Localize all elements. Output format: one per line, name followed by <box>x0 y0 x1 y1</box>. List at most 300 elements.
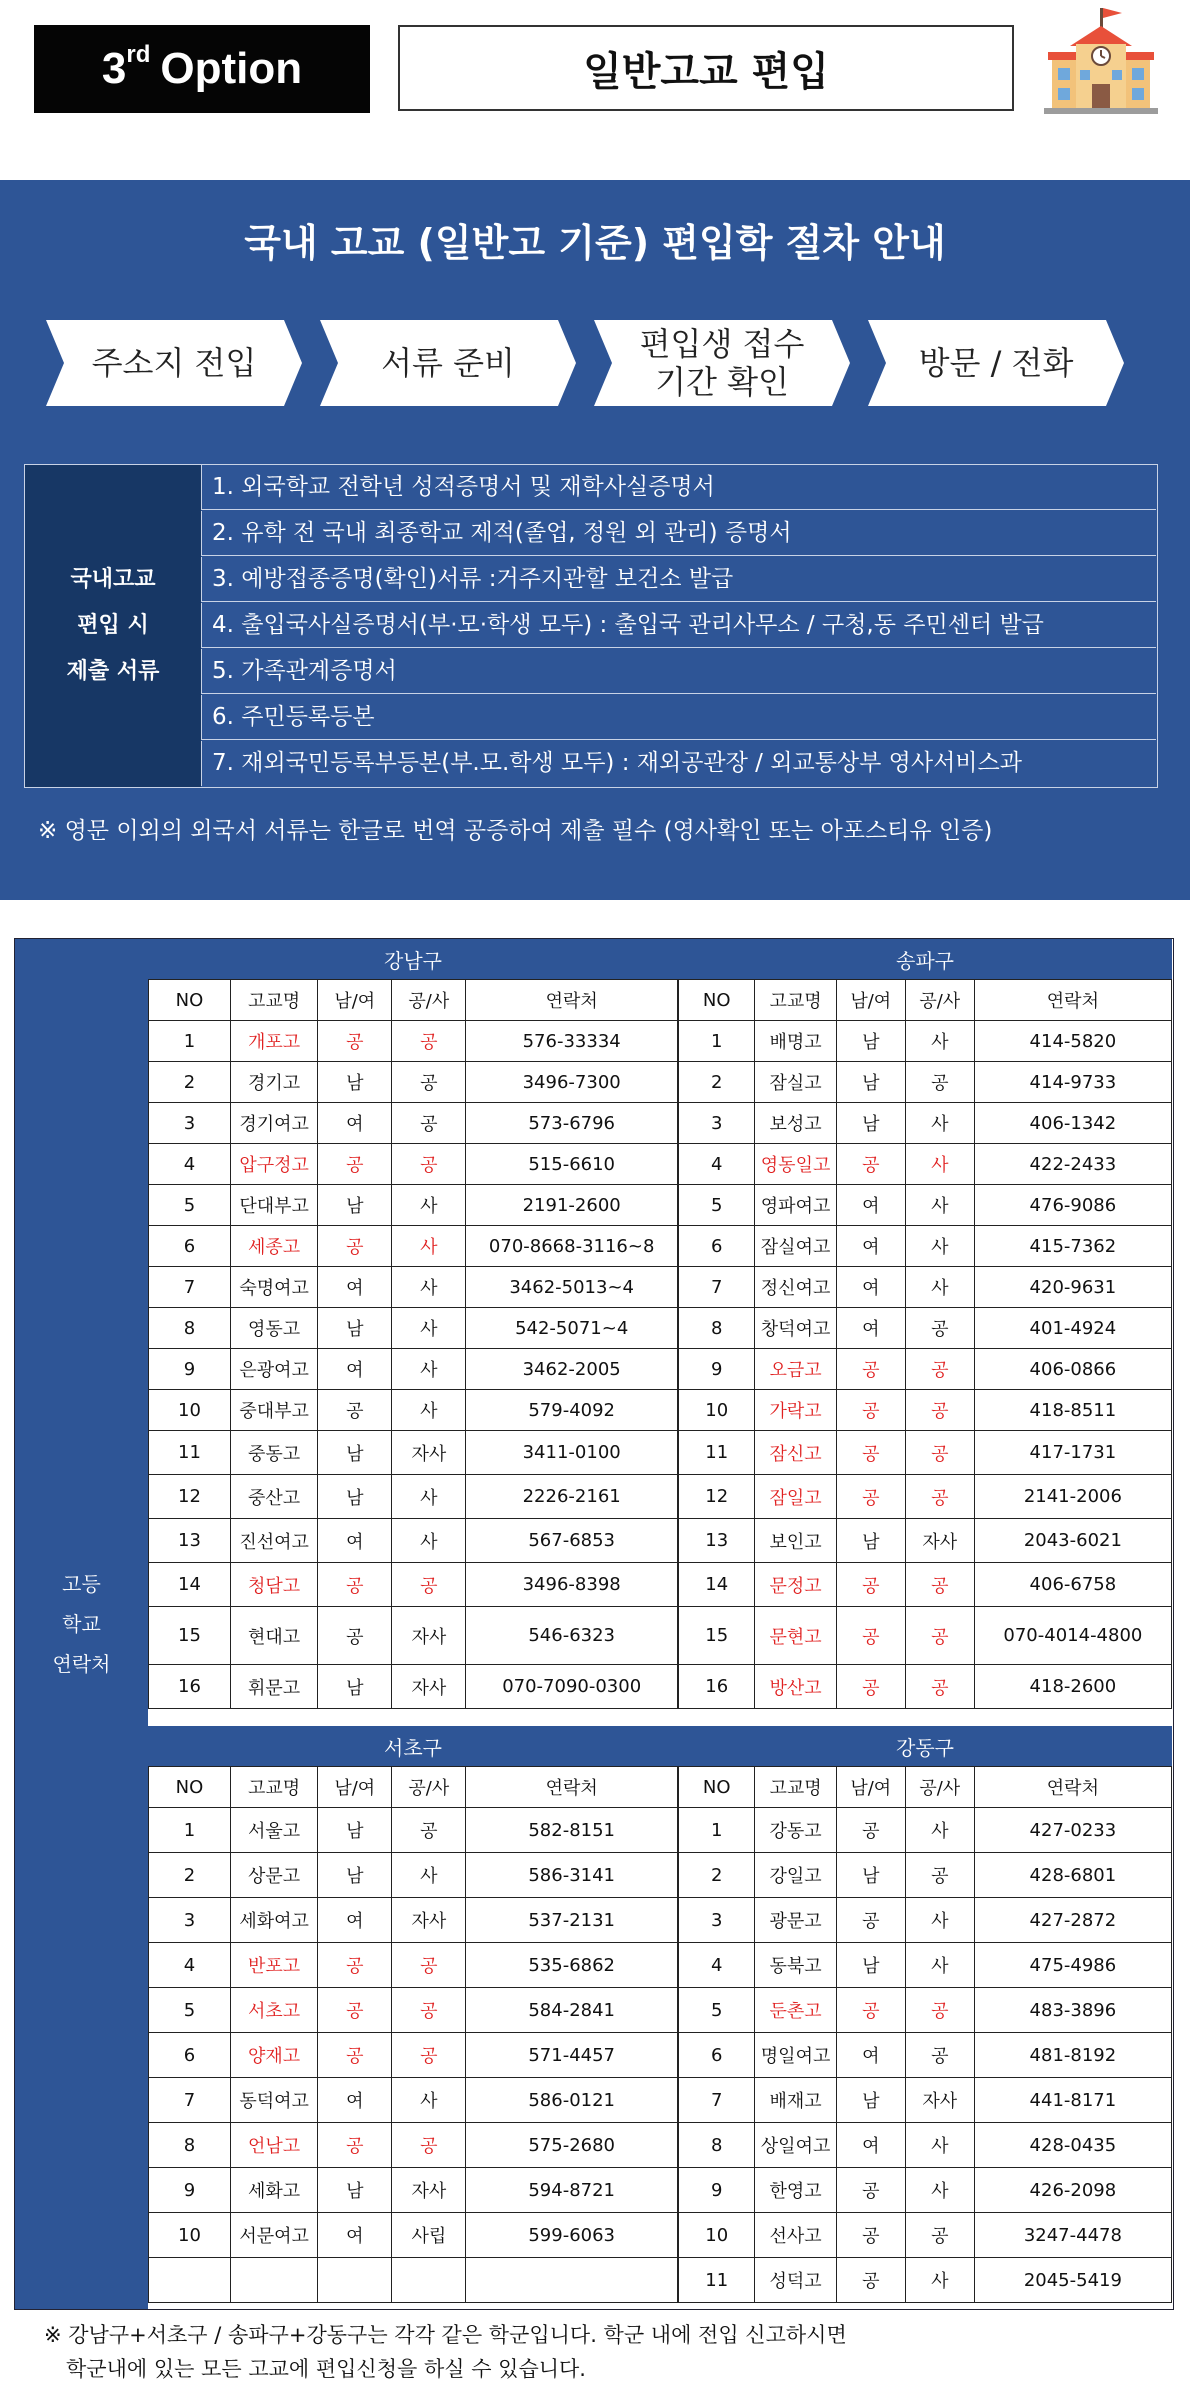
cell-no: 8 <box>149 1308 231 1349</box>
table-row <box>149 1103 678 1144</box>
cell-gender: 공 <box>318 1943 392 1988</box>
cell-phone: 3462-5013~4 <box>466 1267 678 1308</box>
cell-no: 10 <box>679 2213 755 2258</box>
cell-phone: 2045-5419 <box>974 2258 1171 2303</box>
cell-school-name: 강동고 <box>755 1808 836 1853</box>
cell-public-private: 공 <box>392 1021 466 1062</box>
cell-phone: 594-8721 <box>466 2168 678 2213</box>
cell-public-private: 사 <box>392 1475 466 1519</box>
cell-gender: 여 <box>836 1226 905 1267</box>
cell-gender: 여 <box>318 1103 392 1144</box>
cell-no: 11 <box>149 1431 231 1475</box>
cell-school-name: 중산고 <box>230 1475 317 1519</box>
col-school-name: 고교명 <box>230 1767 317 1808</box>
table-row <box>149 2213 678 2258</box>
step-visit-call <box>868 320 1124 406</box>
cell-public-private: 공 <box>905 1431 974 1475</box>
step-check-period <box>594 320 850 406</box>
step-label: 주소지 전입 <box>91 344 257 382</box>
col-public-private: 공/사 <box>905 980 974 1021</box>
cell-no <box>149 2258 231 2303</box>
cell-gender: 공 <box>836 2213 905 2258</box>
cell-phone: 576-33334 <box>466 1021 678 1062</box>
cell-school-name: 영동일고 <box>755 1144 836 1185</box>
col-no: NO <box>149 980 231 1021</box>
cell-gender: 공 <box>836 1607 905 1665</box>
table-row <box>679 1390 1172 1431</box>
table-row <box>679 1898 1172 1943</box>
table-row <box>679 1853 1172 1898</box>
document-item: 4. 출입국사실증명서(부·모·학생 모두) : 출입국 관리사무소 / 구청,동 주민센터 발급 <box>201 603 1156 648</box>
district-name: 송파구 <box>678 939 1172 979</box>
cell-school-name: 현대고 <box>230 1607 317 1665</box>
table-row <box>679 1062 1172 1103</box>
cell-school-name: 창덕여고 <box>755 1308 836 1349</box>
cell-public-private: 공 <box>392 1103 466 1144</box>
cell-gender: 공 <box>836 1988 905 2033</box>
table-row <box>679 2168 1172 2213</box>
cell-phone: 3247-4478 <box>974 2213 1171 2258</box>
col-gender: 남/여 <box>318 980 392 1021</box>
cell-gender: 남 <box>318 2168 392 2213</box>
documents-label <box>25 465 201 787</box>
cell-public-private: 자사 <box>392 1898 466 1943</box>
cell-phone: 070-7090-0300 <box>466 1665 678 1709</box>
cell-school-name: 선사고 <box>755 2213 836 2258</box>
col-school-name: 고교명 <box>230 980 317 1021</box>
cell-phone: 535-6862 <box>466 1943 678 1988</box>
cell-school-name: 둔촌고 <box>755 1988 836 2033</box>
table-row <box>149 1390 678 1431</box>
table-header-row <box>679 980 1172 1021</box>
cell-phone: 546-6323 <box>466 1607 678 1665</box>
documents-label-line: 국내고교 <box>70 567 156 592</box>
cell-phone: 475-4986 <box>974 1943 1171 1988</box>
cell-public-private: 사 <box>392 1853 466 1898</box>
cell-gender: 여 <box>836 2123 905 2168</box>
cell-no: 2 <box>679 1062 755 1103</box>
district-name: 서초구 <box>148 1726 678 1766</box>
cell-phone: 428-0435 <box>974 2123 1171 2168</box>
cell-phone: 070-4014-4800 <box>974 1607 1171 1665</box>
cell-public-private: 자사 <box>392 1607 466 1665</box>
cell-no: 4 <box>149 1943 231 1988</box>
cell-school-name: 중대부고 <box>230 1390 317 1431</box>
cell-public-private: 자사 <box>392 1431 466 1475</box>
cell-public-private: 공 <box>905 2033 974 2078</box>
cell-public-private: 공 <box>905 1853 974 1898</box>
district-name: 강남구 <box>148 939 678 979</box>
cell-no: 3 <box>679 1898 755 1943</box>
footnote-line: ※ 강남구+서초구 / 송파구+강동구는 각각 같은 학군입니다. 학군 내에 전입 신고하시면 <box>44 2323 847 2347</box>
school-contacts-table <box>14 938 1174 2310</box>
school-building-icon <box>1040 4 1162 116</box>
cell-phone: 481-8192 <box>974 2033 1171 2078</box>
cell-no: 5 <box>149 1185 231 1226</box>
cell-phone: 3462-2005 <box>466 1349 678 1390</box>
cell-no: 2 <box>149 1062 231 1103</box>
cell-school-name: 서초고 <box>230 1988 317 2033</box>
cell-public-private: 공 <box>905 1665 974 1709</box>
cell-gender: 공 <box>318 1390 392 1431</box>
cell-phone: 483-3896 <box>974 1988 1171 2033</box>
cell-gender: 여 <box>318 1898 392 1943</box>
cell-public-private: 사 <box>392 1519 466 1563</box>
cell-gender: 남 <box>836 1519 905 1563</box>
cell-public-private: 공 <box>392 1943 466 1988</box>
cell-no: 11 <box>679 1431 755 1475</box>
table-row <box>149 1349 678 1390</box>
cell-phone: 422-2433 <box>974 1144 1171 1185</box>
cell-phone: 414-9733 <box>974 1062 1171 1103</box>
cell-gender: 남 <box>318 1308 392 1349</box>
cell-school-name: 보성고 <box>755 1103 836 1144</box>
table-row <box>149 1943 678 1988</box>
cell-gender: 여 <box>836 2033 905 2078</box>
cell-gender: 공 <box>836 1431 905 1475</box>
cell-public-private: 사 <box>392 2078 466 2123</box>
cell-school-name: 경기여고 <box>230 1103 317 1144</box>
cell-public-private: 사 <box>905 1021 974 1062</box>
table-row <box>149 1308 678 1349</box>
cell-no: 9 <box>679 1349 755 1390</box>
cell-gender: 여 <box>318 2078 392 2123</box>
cell-public-private: 공 <box>905 1062 974 1103</box>
table-row <box>679 1308 1172 1349</box>
cell-public-private: 공 <box>905 1475 974 1519</box>
cell-no: 6 <box>679 1226 755 1267</box>
col-no: NO <box>679 1767 755 1808</box>
cell-public-private: 사 <box>392 1390 466 1431</box>
cell-public-private: 자사 <box>905 1519 974 1563</box>
cell-school-name <box>230 2258 317 2303</box>
cell-school-name: 영파여고 <box>755 1185 836 1226</box>
side-label-line: 학교 <box>62 1612 101 1636</box>
table-row <box>679 1103 1172 1144</box>
document-item: 6. 주민등록등본 <box>201 695 1156 740</box>
cell-school-name: 가락고 <box>755 1390 836 1431</box>
col-gender: 남/여 <box>836 1767 905 1808</box>
cell-no: 14 <box>149 1563 231 1607</box>
documents-table <box>24 464 1158 788</box>
cell-school-name: 압구정고 <box>230 1144 317 1185</box>
option-label: Option <box>160 44 303 93</box>
cell-gender: 남 <box>318 1185 392 1226</box>
documents-label-line: 제출 서류 <box>66 659 160 684</box>
cell-public-private: 공 <box>905 2213 974 2258</box>
table-row <box>149 1607 678 1665</box>
cell-public-private: 사 <box>905 1267 974 1308</box>
cell-gender: 공 <box>836 1390 905 1431</box>
cell-gender: 남 <box>318 1808 392 1853</box>
cell-school-name: 보인고 <box>755 1519 836 1563</box>
table-row <box>149 2258 678 2303</box>
cell-phone: 441-8171 <box>974 2078 1171 2123</box>
table-row <box>149 1563 678 1607</box>
cell-gender: 여 <box>318 1267 392 1308</box>
cell-gender: 공 <box>318 1144 392 1185</box>
cell-phone: 2043-6021 <box>974 1519 1171 1563</box>
translation-note: ※ 영문 이외의 외국서 서류는 한글로 번역 공증하여 제출 필수 (영사확인 또는 아포스티유 인증) <box>38 818 993 844</box>
cell-no: 9 <box>149 2168 231 2213</box>
table-row <box>149 1988 678 2033</box>
cell-public-private: 사 <box>905 2258 974 2303</box>
cell-school-name: 중동고 <box>230 1431 317 1475</box>
cell-no: 14 <box>679 1563 755 1607</box>
table-row <box>679 1607 1172 1665</box>
cell-public-private: 사 <box>905 1226 974 1267</box>
table-row <box>679 1144 1172 1185</box>
document-item: 5. 가족관계증명서 <box>201 649 1156 694</box>
col-public-private: 공/사 <box>905 1767 974 1808</box>
table-row <box>149 1431 678 1475</box>
col-no: NO <box>679 980 755 1021</box>
cell-school-name: 문정고 <box>755 1563 836 1607</box>
cell-no: 3 <box>679 1103 755 1144</box>
document-item: 2. 유학 전 국내 최종학교 제적(졸업, 정원 외 관리) 증명서 <box>201 511 1156 556</box>
cell-public-private: 공 <box>905 1988 974 2033</box>
cell-gender <box>318 2258 392 2303</box>
table-row <box>149 1021 678 1062</box>
cell-gender: 여 <box>836 1308 905 1349</box>
table-row <box>679 1021 1172 1062</box>
cell-gender: 남 <box>318 1665 392 1709</box>
col-no: NO <box>149 1767 231 1808</box>
cell-public-private <box>392 2258 466 2303</box>
cell-phone: 567-6853 <box>466 1519 678 1563</box>
cell-phone: 542-5071~4 <box>466 1308 678 1349</box>
cell-no: 10 <box>149 2213 231 2258</box>
cell-gender: 공 <box>836 1144 905 1185</box>
cell-public-private: 사 <box>905 1144 974 1185</box>
cell-public-private: 자사 <box>392 2168 466 2213</box>
table-row <box>679 1185 1172 1226</box>
cell-no: 13 <box>149 1519 231 1563</box>
cell-public-private: 사 <box>905 1103 974 1144</box>
cell-phone: 599-6063 <box>466 2213 678 2258</box>
side-label-line: 연락처 <box>52 1652 111 1676</box>
cell-gender: 공 <box>836 1898 905 1943</box>
cell-public-private: 공 <box>392 1988 466 2033</box>
cell-no: 7 <box>679 2078 755 2123</box>
cell-no: 13 <box>679 1519 755 1563</box>
cell-gender: 남 <box>836 1103 905 1144</box>
cell-no: 1 <box>149 1808 231 1853</box>
cell-school-name: 명일여고 <box>755 2033 836 2078</box>
cell-gender: 여 <box>836 1185 905 1226</box>
cell-public-private: 공 <box>392 1062 466 1103</box>
cell-gender: 남 <box>318 1431 392 1475</box>
cell-school-name: 양재고 <box>230 2033 317 2078</box>
col-public-private: 공/사 <box>392 980 466 1021</box>
cell-no: 3 <box>149 1898 231 1943</box>
cell-no: 8 <box>679 1308 755 1349</box>
cell-phone: 575-2680 <box>466 2123 678 2168</box>
cell-phone: 414-5820 <box>974 1021 1171 1062</box>
cell-school-name: 서울고 <box>230 1808 317 1853</box>
cell-gender: 여 <box>318 1349 392 1390</box>
cell-public-private: 사 <box>392 1185 466 1226</box>
cell-phone: 417-1731 <box>974 1431 1171 1475</box>
cell-no: 3 <box>149 1103 231 1144</box>
option-badge <box>34 25 370 113</box>
cell-gender: 공 <box>318 1021 392 1062</box>
cell-no: 6 <box>149 2033 231 2078</box>
table-row <box>149 1144 678 1185</box>
cell-school-name: 은광여고 <box>230 1349 317 1390</box>
cell-phone: 415-7362 <box>974 1226 1171 1267</box>
district-table <box>148 1766 678 2303</box>
col-gender: 남/여 <box>318 1767 392 1808</box>
cell-no: 16 <box>149 1665 231 1709</box>
table-row <box>679 1267 1172 1308</box>
step-documents <box>320 320 576 406</box>
cell-no: 1 <box>679 1021 755 1062</box>
table-row <box>679 1988 1172 2033</box>
cell-gender: 공 <box>836 1563 905 1607</box>
cell-school-name: 세종고 <box>230 1226 317 1267</box>
table-header-row <box>149 1767 678 1808</box>
table-row <box>679 1808 1172 1853</box>
cell-school-name: 경기고 <box>230 1062 317 1103</box>
cell-school-name: 문현고 <box>755 1607 836 1665</box>
cell-school-name: 영동고 <box>230 1308 317 1349</box>
cell-no: 1 <box>679 1808 755 1853</box>
cell-school-name: 상일여고 <box>755 2123 836 2168</box>
cell-school-name: 방산고 <box>755 1665 836 1709</box>
table-row <box>149 1853 678 1898</box>
side-label-line: 고등 <box>62 1572 101 1596</box>
cell-public-private: 사 <box>905 1943 974 1988</box>
cell-gender: 공 <box>836 1349 905 1390</box>
table-row <box>679 1349 1172 1390</box>
cell-no: 7 <box>149 1267 231 1308</box>
table-row <box>679 2123 1172 2168</box>
document-item: 3. 예방접종증명(확인)서류 :거주지관할 보건소 발급 <box>201 557 1156 602</box>
cell-school-name: 청담고 <box>230 1563 317 1607</box>
cell-no: 4 <box>679 1144 755 1185</box>
col-school-name: 고교명 <box>755 1767 836 1808</box>
cell-school-name: 잠실고 <box>755 1062 836 1103</box>
table-row <box>149 2123 678 2168</box>
cell-school-name: 동북고 <box>755 1943 836 1988</box>
col-phone: 연락처 <box>466 1767 678 1808</box>
cell-phone: 3411-0100 <box>466 1431 678 1475</box>
col-public-private: 공/사 <box>392 1767 466 1808</box>
cell-phone <box>466 2258 678 2303</box>
cell-no: 15 <box>679 1607 755 1665</box>
cell-no: 5 <box>149 1988 231 2033</box>
cell-phone: 582-8151 <box>466 1808 678 1853</box>
table-row <box>679 1943 1172 1988</box>
table-row <box>679 1431 1172 1475</box>
cell-no: 12 <box>149 1475 231 1519</box>
cell-phone: 537-2131 <box>466 1898 678 1943</box>
cell-phone: 428-6801 <box>974 1853 1171 1898</box>
table-row <box>679 2258 1172 2303</box>
cell-gender: 남 <box>318 1853 392 1898</box>
cell-school-name: 배재고 <box>755 2078 836 2123</box>
cell-phone: 3496-8398 <box>466 1563 678 1607</box>
step-label: 편입생 접수 기간 확인 <box>639 325 805 401</box>
cell-phone: 427-2872 <box>974 1898 1171 1943</box>
district-name: 강동구 <box>678 1726 1172 1766</box>
cell-no: 2 <box>679 1853 755 1898</box>
cell-public-private: 사 <box>392 1226 466 1267</box>
cell-school-name: 단대부고 <box>230 1185 317 1226</box>
cell-phone: 573-6796 <box>466 1103 678 1144</box>
procedure-title: 국내 고교 (일반고 기준) 편입학 절차 안내 <box>244 221 946 265</box>
cell-public-private: 공 <box>905 1349 974 1390</box>
cell-public-private: 공 <box>392 1144 466 1185</box>
cell-gender: 남 <box>836 2078 905 2123</box>
cell-public-private: 공 <box>905 1563 974 1607</box>
option-number: 3 <box>101 44 127 93</box>
table-row <box>679 1475 1172 1519</box>
cell-no: 10 <box>679 1390 755 1431</box>
cell-gender: 공 <box>318 2033 392 2078</box>
cell-no: 7 <box>679 1267 755 1308</box>
col-phone: 연락처 <box>974 1767 1171 1808</box>
cell-gender: 남 <box>836 1062 905 1103</box>
district-table <box>678 1766 1172 2303</box>
cell-no: 6 <box>679 2033 755 2078</box>
contacts-side-label <box>15 939 148 2309</box>
cell-no: 5 <box>679 1185 755 1226</box>
table-row <box>679 1519 1172 1563</box>
table-row <box>149 1062 678 1103</box>
document-item: 1. 외국학교 전학년 성적증명서 및 재학사실증명서 <box>201 465 1156 510</box>
option-suffix: rd <box>126 41 151 68</box>
cell-phone: 2226-2161 <box>466 1475 678 1519</box>
table-row <box>149 1185 678 1226</box>
cell-phone: 476-9086 <box>974 1185 1171 1226</box>
cell-gender: 공 <box>836 1665 905 1709</box>
table-row <box>679 1226 1172 1267</box>
cell-gender: 공 <box>318 1226 392 1267</box>
cell-gender: 공 <box>318 1607 392 1665</box>
cell-public-private: 공 <box>905 1308 974 1349</box>
cell-school-name: 광문고 <box>755 1898 836 1943</box>
cell-no: 10 <box>149 1390 231 1431</box>
cell-phone: 406-0866 <box>974 1349 1171 1390</box>
cell-public-private: 자사 <box>905 2078 974 2123</box>
cell-public-private: 자사 <box>392 1665 466 1709</box>
step-label: 서류 준비 <box>381 344 515 382</box>
cell-phone: 426-2098 <box>974 2168 1171 2213</box>
col-phone: 연락처 <box>466 980 678 1021</box>
cell-public-private: 사립 <box>392 2213 466 2258</box>
table-row <box>149 2033 678 2078</box>
cell-public-private: 사 <box>905 2168 974 2213</box>
col-school-name: 고교명 <box>755 980 836 1021</box>
cell-no: 12 <box>679 1475 755 1519</box>
cell-no: 4 <box>149 1144 231 1185</box>
cell-school-name: 배명고 <box>755 1021 836 1062</box>
table-header-row <box>149 980 678 1021</box>
cell-school-name: 개포고 <box>230 1021 317 1062</box>
step-label: 방문 / 전화 <box>918 344 1074 382</box>
cell-gender: 남 <box>318 1062 392 1103</box>
footnote <box>44 2318 847 2386</box>
cell-school-name: 진선여고 <box>230 1519 317 1563</box>
cell-gender: 공 <box>836 1475 905 1519</box>
cell-school-name: 언남고 <box>230 2123 317 2168</box>
cell-school-name: 세화여고 <box>230 1898 317 1943</box>
cell-phone: 406-1342 <box>974 1103 1171 1144</box>
table-row <box>679 1563 1172 1607</box>
table-row <box>679 2033 1172 2078</box>
